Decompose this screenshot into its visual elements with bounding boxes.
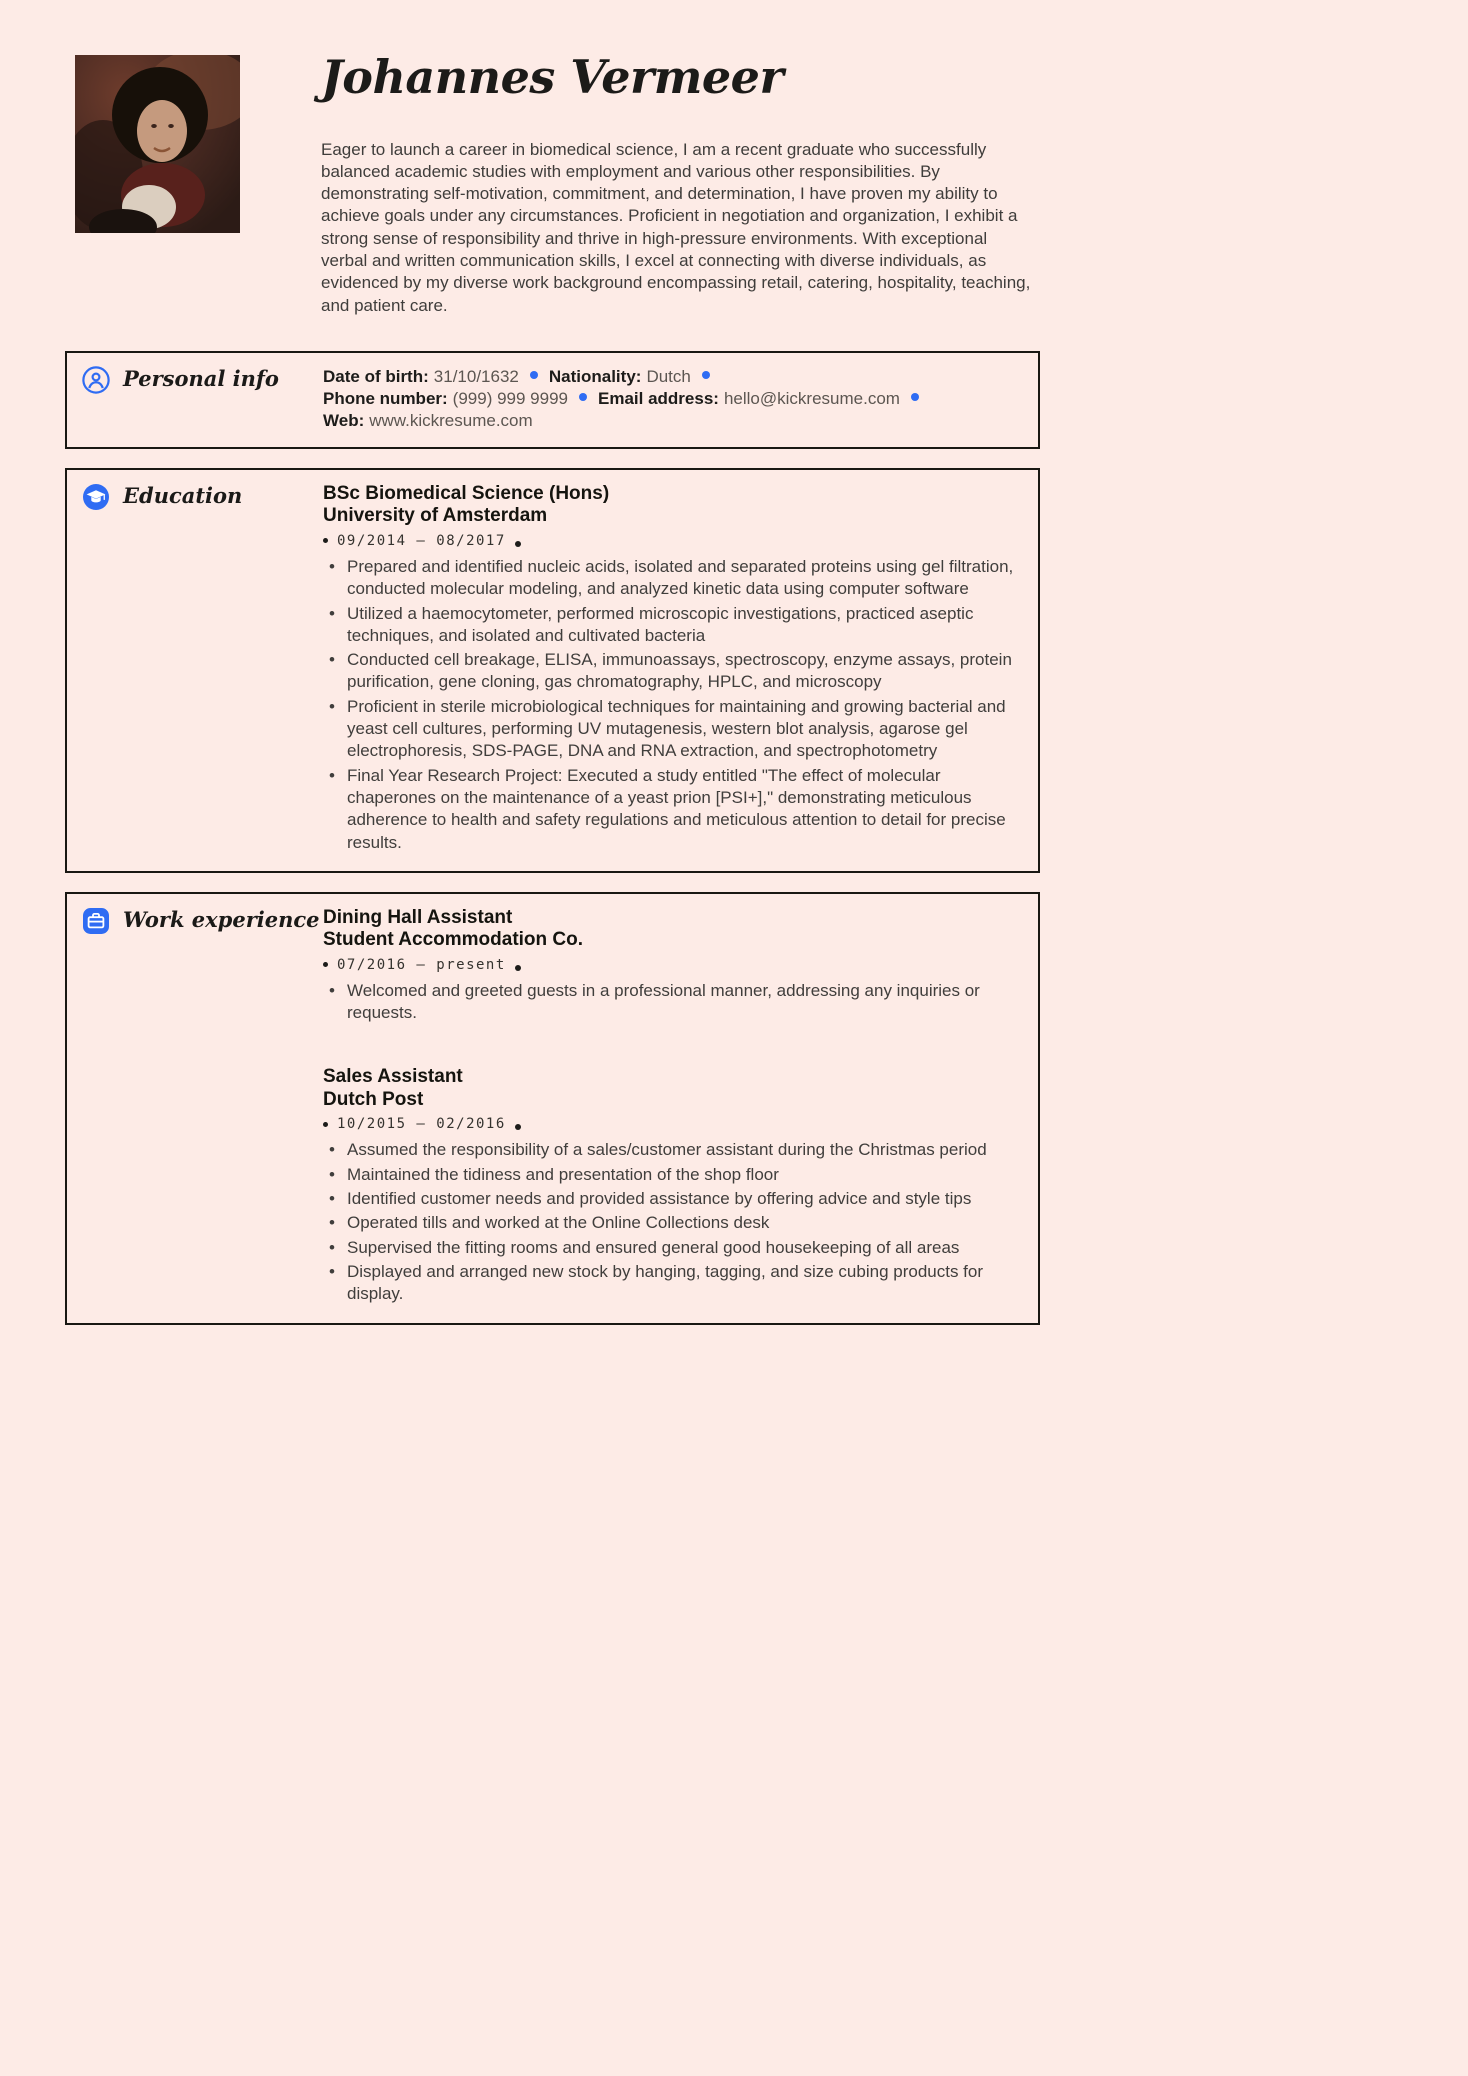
entry-dates <box>323 957 1028 973</box>
profile-photo <box>75 55 240 233</box>
bullet-item: • Identified customer needs and provided assistance by offering advice and style tips <box>323 1188 1028 1210</box>
bullet-list <box>323 1139 1028 1305</box>
separator-dot <box>911 393 919 401</box>
date-range: 07/2016 – present <box>337 956 506 973</box>
person-icon <box>82 366 110 394</box>
date-lead-dot <box>323 962 328 967</box>
entry-dates <box>323 533 1028 549</box>
bullet-item: • Utilized a haemocytometer, performed microscopic investigations, practiced aseptic techniques, and isolated and cultivated bacteria <box>323 603 1028 648</box>
date-end-dot <box>515 1124 521 1130</box>
bullet-item: • Final Year Research Project: Executed a study entitled "The effect of molecular chaperones on the maintenance of a yeast prion [PSI+]," demonstrating meticulous adherence to health and safety regulations and meticulous attention to detail for precise results. <box>323 765 1028 854</box>
entry-title: Sales Assistant <box>323 1066 463 1088</box>
entry-subtitle: Student Accommodation Co. <box>323 929 584 951</box>
personal-info-line <box>323 410 1028 432</box>
section-personal-info <box>65 351 1040 449</box>
section-label-work: Work experience <box>123 906 320 932</box>
entry-subtitle: University of Amsterdam <box>323 505 548 527</box>
section-education <box>65 468 1040 873</box>
graduation-cap-icon <box>82 483 110 511</box>
personal-info-content <box>323 366 1038 432</box>
date-lead-dot <box>323 1122 328 1127</box>
entry-title: Dining Hall Assistant <box>323 906 513 928</box>
summary-text: Eager to launch a career in biomedical science, I am a recent graduate who successfully balanced academic studies with employment and various other responsibilities. By demonstrating self-motivation, commitment, and determination, I have proven my ability to achieve goals under any circumstances. Proficient in negotiation and organization, I exhibit a strong sense of responsibility and thrive in high-pressure environments. With exceptional verbal and written communication skills, I excel at connecting with diverse individuals, as evidenced by my diverse work background encompassing retail, catering, hospitality, teaching, and patient care. <box>321 139 1031 315</box>
separator-dot <box>702 371 710 379</box>
bullet-item: • Displayed and arranged new stock by hanging, tagging, and size cubing products for display. <box>323 1261 1028 1306</box>
section-label-personal: Personal info <box>123 365 279 391</box>
page-title: Johannes Vermeer <box>321 50 784 104</box>
section-heading <box>67 907 323 935</box>
bullet-list <box>323 556 1028 854</box>
field-email: Email address: hello@kickresume.com <box>598 388 900 408</box>
date-lead-dot <box>323 538 328 543</box>
personal-info-line <box>323 366 1028 388</box>
bullet-item: • Maintained the tidiness and presentation of the shop floor <box>323 1164 1028 1186</box>
field-phone: Phone number: (999) 999 9999 <box>323 388 568 408</box>
work-content <box>323 907 1038 1308</box>
separator-dot <box>579 393 587 401</box>
date-end-dot <box>515 541 521 547</box>
field-date-of-birth: Date of birth: 31/10/1632 <box>323 366 519 386</box>
separator-dot <box>530 371 538 379</box>
field-web: Web: www.kickresume.com <box>323 410 533 430</box>
bullet-item: • Supervised the fitting rooms and ensured general good housekeeping of all areas <box>323 1237 1028 1259</box>
education-entry <box>323 483 1028 854</box>
bullet-item: • Prepared and identified nucleic acids, isolated and separated proteins using gel filtration, conducted molecular modeling, and analyzed kinetic data using computer software <box>323 556 1028 601</box>
personal-info-line <box>323 388 1028 410</box>
work-entry <box>323 1066 1028 1305</box>
portrait-painting <box>75 55 240 233</box>
section-work-experience <box>65 892 1040 1325</box>
section-heading <box>67 483 323 511</box>
bullet-list <box>323 980 1028 1025</box>
bullet-item: • Assumed the responsibility of a sales/customer assistant during the Christmas period <box>323 1139 1028 1161</box>
education-content <box>323 483 1038 856</box>
briefcase-icon <box>82 907 110 935</box>
section-label-education: Education <box>123 482 243 508</box>
date-end-dot <box>515 965 521 971</box>
bullet-item: • Conducted cell breakage, ELISA, immunoassays, spectroscopy, enzyme assays, protein purification, gene cloning, gas chromatography, HPLC, and microscopy <box>323 649 1028 694</box>
entry-title: BSc Biomedical Science (Hons) <box>323 482 610 504</box>
bullet-item: • Welcomed and greeted guests in a professional manner, addressing any inquiries or requests. <box>323 980 1028 1025</box>
date-range: 10/2015 – 02/2016 <box>337 1116 506 1133</box>
date-range: 09/2014 – 08/2017 <box>337 532 506 549</box>
entry-dates <box>323 1116 1028 1132</box>
section-heading <box>67 366 323 394</box>
entry-subtitle: Dutch Post <box>323 1088 424 1110</box>
work-entry <box>323 907 1028 1025</box>
bullet-item: • Proficient in sterile microbiological techniques for maintaining and growing bacterial and yeast cell cultures, performing UV mutagenesis, western blot analysis, agarose gel electrophoresis, SDS-PAGE, DNA and RNA extraction, and spectrophotometry <box>323 696 1028 763</box>
bullet-item: • Operated tills and worked at the Online Collections desk <box>323 1212 1028 1234</box>
field-nationality: Nationality: Dutch <box>548 366 691 386</box>
